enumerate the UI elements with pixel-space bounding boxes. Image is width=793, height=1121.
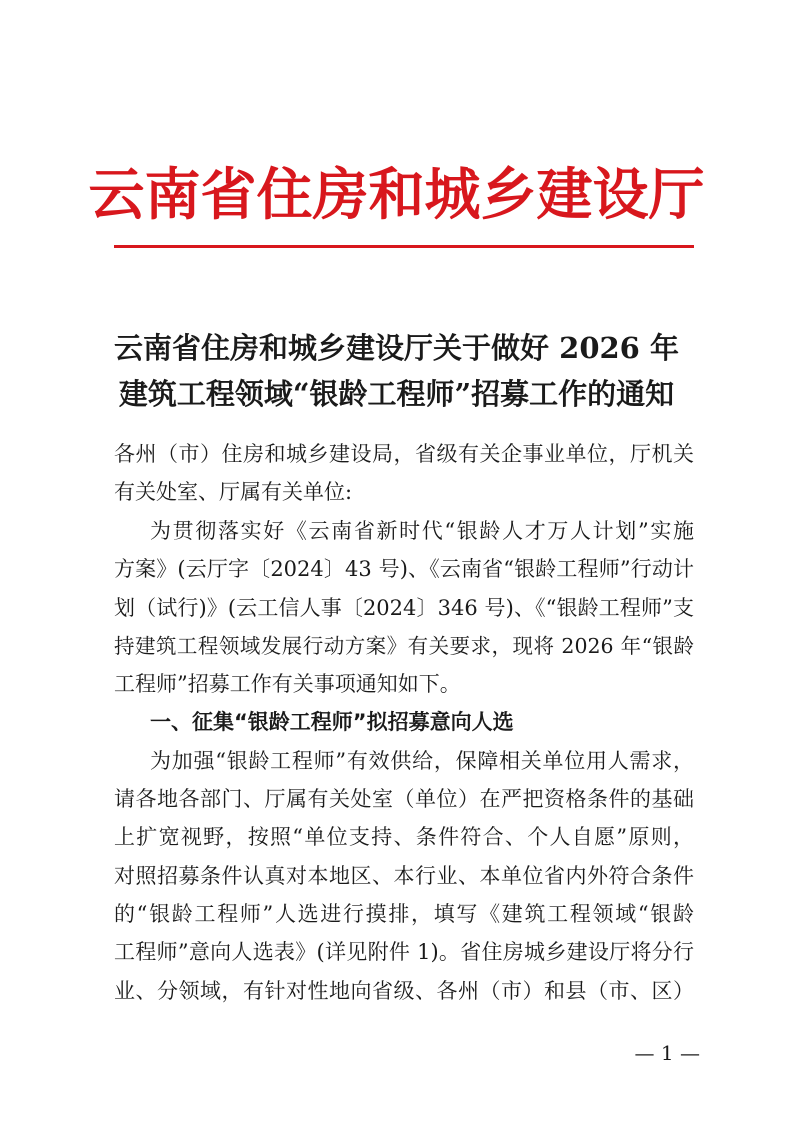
paragraph-2-line-2: 请各地各部门、厅属有关处室（单位）在严把资格条件的基础: [114, 787, 694, 811]
paragraph-1-line-4: 持建筑工程领域发展行动方案》有关要求，现将 2026 年“银龄: [114, 634, 694, 658]
section-1-heading: 一、征集“银龄工程师”拟招募意向人选: [150, 710, 514, 734]
paragraph-2-line-1: 为加强“银龄工程师”有效供给，保障相关单位用人需求，: [150, 749, 694, 773]
salutation-line-1: 各州（市）住房和城乡建设局，省级有关企事业单位，厅机关: [114, 442, 694, 466]
title-line-1: 云南省住房和城乡建设厅关于做好 2026 年: [114, 331, 679, 365]
paragraph-2-line-3: 上扩宽视野，按照“单位支持、条件符合、个人自愿”原则，: [114, 825, 694, 849]
paragraph-1-line-1: 为贯彻落实好《云南省新时代“银龄人才万人计划”实施: [150, 519, 694, 543]
page-number: — 1 —: [634, 1041, 700, 1065]
paragraph-2-line-7: 业、分领域，有针对性地向省级、各州（市）和县（市、区）: [114, 979, 694, 1003]
issuer-name: 云南省住房和城乡建设厅: [88, 162, 705, 228]
paragraph-1-line-5: 工程师”招募工作有关事项通知如下。: [114, 672, 461, 696]
paragraph-2-line-5: 的“银龄工程师”人选进行摸排，填写《建筑工程领域“银龄: [114, 902, 694, 926]
paragraph-2-line-6: 工程师”意向人选表》(详见附件 1)。省住房城乡建设厅将分行: [114, 940, 694, 964]
title-line-2: 建筑工程领域“银龄工程师”招募工作的通知: [118, 377, 675, 411]
paragraph-2-line-4: 对照招募条件认真对本地区、本行业、本单位省内外符合条件: [114, 864, 694, 888]
paragraph-1-line-2: 方案》(云厅字〔2024〕43 号)、《云南省“银龄工程师”行动计: [114, 557, 694, 581]
salutation-line-2: 有关处室、厅属有关单位:: [114, 480, 353, 504]
letterhead-red-rule: [114, 245, 694, 248]
paragraph-1-line-3: 划（试行)》(云工信人事〔2024〕346 号)、《“银龄工程师”支: [114, 596, 694, 620]
